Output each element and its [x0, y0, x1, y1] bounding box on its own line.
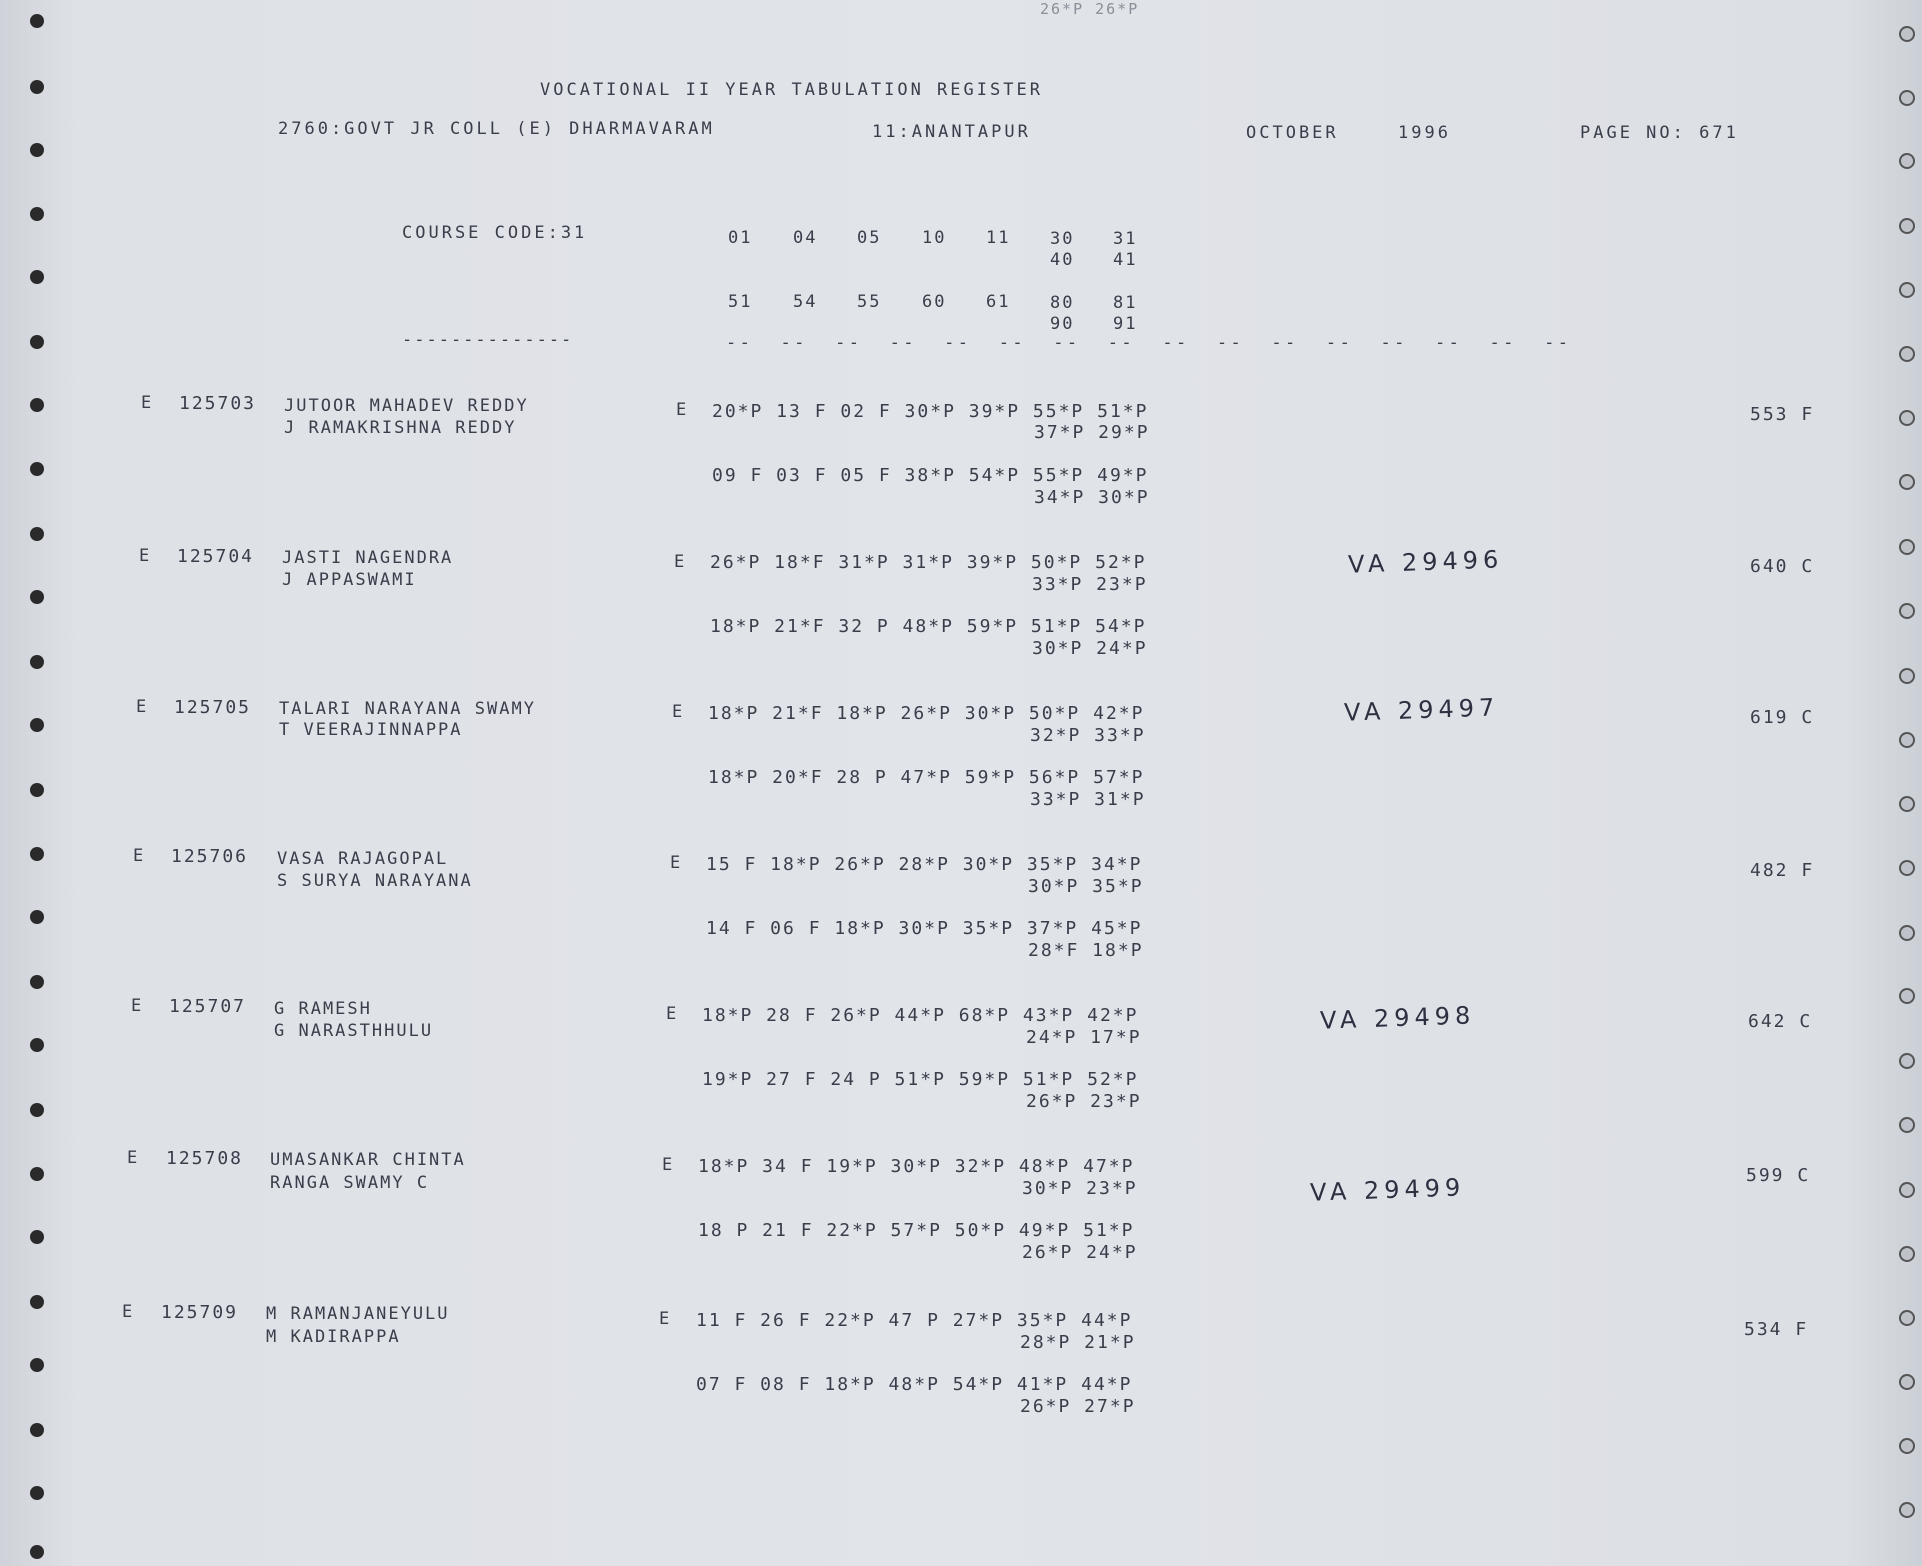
total-result: 599 C: [1746, 1165, 1811, 1186]
handwritten-note: VA 29496: [1347, 545, 1504, 579]
student-name: JUTOOR MAHADEV REDDY: [284, 396, 529, 416]
marks-row1: 20*P 13 F 02 F 30*P 39*P 55*P 51*P: [712, 401, 1149, 422]
feed-hole: [1899, 90, 1915, 106]
subject-code: 01: [728, 228, 753, 248]
row-marker: E: [672, 702, 685, 722]
marks-row2: 18*P 21*F 32 P 48*P 59*P 51*P 54*P: [710, 616, 1147, 637]
feed-hole: [30, 207, 44, 221]
feed-hole: [30, 527, 44, 541]
course-underline: --------------: [402, 330, 574, 350]
page-number: PAGE NO: 671: [1580, 123, 1739, 143]
row-marker: E: [674, 552, 687, 572]
marks-row1-sub: 33*P 23*P: [1032, 574, 1148, 595]
hall-ticket: 125708: [166, 1148, 244, 1169]
feed-hole: [1899, 410, 1915, 426]
feed-hole: [30, 1230, 44, 1244]
total-result: 642 C: [1748, 1011, 1813, 1032]
hall-ticket: 125706: [171, 846, 249, 867]
handwritten-note: VA 29499: [1309, 1173, 1466, 1207]
marks-row1-sub: 30*P 35*P: [1028, 876, 1144, 897]
feed-hole: [1899, 732, 1915, 748]
student-name: UMASANKAR CHINTA: [270, 1150, 466, 1170]
student-name: JASTI NAGENDRA: [282, 548, 454, 568]
total-result: 640 C: [1750, 556, 1815, 577]
feed-hole: [30, 1486, 44, 1500]
subject-code: 90: [1050, 314, 1075, 334]
feed-hole: [30, 783, 44, 797]
marks-row2-sub: 26*P 23*P: [1026, 1091, 1142, 1112]
feed-hole: [1899, 1053, 1915, 1069]
feed-hole: [30, 14, 44, 28]
subject-code: 40: [1050, 250, 1075, 270]
total-result: 619 C: [1750, 707, 1815, 728]
total-result: 534 F: [1744, 1319, 1809, 1340]
subject-code: 60: [922, 292, 947, 312]
hall-ticket: 125704: [177, 546, 255, 567]
feed-hole: [1899, 282, 1915, 298]
feed-hole: [30, 1103, 44, 1117]
marks-row1: 15 F 18*P 26*P 28*P 30*P 35*P 34*P: [706, 854, 1143, 875]
column-dashes: -- -- -- -- -- -- -- -- -- -- -- -- -- -- -- --: [726, 333, 1572, 353]
student-name: TALARI NARAYANA SWAMY: [279, 699, 536, 719]
exam-month: OCTOBER: [1246, 123, 1339, 143]
medium: E: [136, 697, 149, 717]
subject-code: 11: [986, 228, 1011, 248]
feed-hole: [1899, 860, 1915, 876]
total-result: 482 F: [1750, 860, 1815, 881]
feed-hole: [30, 910, 44, 924]
subject-code: 41: [1113, 250, 1138, 270]
feed-hole: [30, 847, 44, 861]
marks-row2: 14 F 06 F 18*P 30*P 35*P 37*P 45*P: [706, 918, 1143, 939]
hall-ticket: 125707: [169, 996, 247, 1017]
subject-code: 81: [1113, 293, 1138, 313]
feed-hole: [30, 143, 44, 157]
marks-row1-sub: 28*P 21*P: [1020, 1332, 1136, 1353]
marks-row2: 19*P 27 F 24 P 51*P 59*P 51*P 52*P: [702, 1069, 1139, 1090]
feed-hole: [30, 398, 44, 412]
feed-hole: [1899, 218, 1915, 234]
feed-hole: [30, 80, 44, 94]
hall-ticket: 125705: [174, 697, 252, 718]
faint-top-text: 26*P 26*P: [1040, 0, 1140, 18]
feed-hole: [1899, 1310, 1915, 1326]
register-title: VOCATIONAL II YEAR TABULATION REGISTER: [540, 80, 1043, 100]
row-marker: E: [670, 853, 683, 873]
feed-hole: [30, 1423, 44, 1437]
feed-hole: [1899, 668, 1915, 684]
medium: E: [131, 996, 144, 1016]
subject-code: 05: [857, 228, 882, 248]
subject-code: 31: [1113, 229, 1138, 249]
subject-code: 54: [793, 292, 818, 312]
feed-hole: [1899, 603, 1915, 619]
feed-hole: [1899, 988, 1915, 1004]
district-name: 11:ANANTAPUR: [872, 122, 1031, 142]
subject-code: 10: [922, 228, 947, 248]
feed-hole: [30, 1167, 44, 1181]
marks-row2-sub: 28*F 18*P: [1028, 940, 1144, 961]
feed-hole: [30, 1358, 44, 1372]
feed-hole: [1899, 1374, 1915, 1390]
marks-row1: 26*P 18*F 31*P 31*P 39*P 50*P 52*P: [710, 552, 1147, 573]
feed-hole: [30, 655, 44, 669]
feed-hole: [1899, 1117, 1915, 1133]
row-marker: E: [666, 1004, 679, 1024]
subject-code: 51: [728, 292, 753, 312]
marks-row2: 09 F 03 F 05 F 38*P 54*P 55*P 49*P: [712, 465, 1149, 486]
feed-hole: [30, 590, 44, 604]
father-name: S SURYA NARAYANA: [277, 871, 473, 891]
father-name: G NARASTHHULU: [274, 1021, 434, 1041]
subject-code: 80: [1050, 293, 1075, 313]
row-marker: E: [662, 1155, 675, 1175]
father-name: RANGA SWAMY C: [270, 1173, 430, 1193]
marks-row1: 18*P 28 F 26*P 44*P 68*P 43*P 42*P: [702, 1005, 1139, 1026]
feed-hole: [30, 1545, 44, 1559]
college-name: 2760:GOVT JR COLL (E) DHARMAVARAM: [278, 119, 715, 139]
student-name: M RAMANJANEYULU: [266, 1304, 450, 1324]
feed-hole: [30, 462, 44, 476]
marks-row2-sub: 34*P 30*P: [1034, 487, 1150, 508]
subject-code: 04: [793, 228, 818, 248]
student-name: VASA RAJAGOPAL: [277, 849, 449, 869]
father-name: J APPASWAMI: [282, 570, 417, 590]
medium: E: [122, 1302, 135, 1322]
feed-hole: [1899, 346, 1915, 362]
feed-hole: [30, 718, 44, 732]
marks-row2-sub: 26*P 27*P: [1020, 1396, 1136, 1417]
marks-row2-sub: 30*P 24*P: [1032, 638, 1148, 659]
feed-hole: [30, 335, 44, 349]
feed-hole: [1899, 153, 1915, 169]
marks-row2-sub: 33*P 31*P: [1030, 789, 1146, 810]
feed-hole: [30, 975, 44, 989]
exam-year: 1996: [1398, 123, 1451, 143]
father-name: T VEERAJINNAPPA: [279, 720, 463, 740]
father-name: J RAMAKRISHNA REDDY: [284, 418, 517, 438]
total-result: 553 F: [1750, 404, 1815, 425]
subject-code: 61: [986, 292, 1011, 312]
feed-hole: [1899, 1502, 1915, 1518]
medium: E: [133, 846, 146, 866]
feed-hole: [1899, 796, 1915, 812]
marks-row1: 18*P 21*F 18*P 26*P 30*P 50*P 42*P: [708, 703, 1145, 724]
handwritten-note: VA 29498: [1319, 1001, 1476, 1035]
marks-row2: 18 P 21 F 22*P 57*P 50*P 49*P 51*P: [698, 1220, 1135, 1241]
subject-code: 91: [1113, 314, 1138, 334]
subject-code: 30: [1050, 229, 1075, 249]
feed-hole: [1899, 474, 1915, 490]
marks-row1-sub: 24*P 17*P: [1026, 1027, 1142, 1048]
hall-ticket: 125709: [161, 1302, 239, 1323]
marks-row1-sub: 30*P 23*P: [1022, 1178, 1138, 1199]
marks-row1: 11 F 26 F 22*P 47 P 27*P 35*P 44*P: [696, 1310, 1133, 1331]
row-marker: E: [676, 400, 689, 420]
feed-hole: [1899, 925, 1915, 941]
feed-hole: [1899, 1246, 1915, 1262]
row-marker: E: [659, 1309, 672, 1329]
marks-row1: 18*P 34 F 19*P 30*P 32*P 48*P 47*P: [698, 1156, 1135, 1177]
feed-hole: [1899, 1182, 1915, 1198]
marks-row1-sub: 32*P 33*P: [1030, 725, 1146, 746]
father-name: M KADIRAPPA: [266, 1327, 401, 1347]
feed-hole: [1899, 539, 1915, 555]
subject-code: 55: [857, 292, 882, 312]
feed-hole: [30, 1295, 44, 1309]
medium: E: [139, 546, 152, 566]
feed-hole: [1899, 26, 1915, 42]
feed-hole: [30, 1038, 44, 1052]
marks-row2: 07 F 08 F 18*P 48*P 54*P 41*P 44*P: [696, 1374, 1133, 1395]
marks-row1-sub: 37*P 29*P: [1034, 422, 1150, 443]
feed-hole: [30, 270, 44, 284]
hall-ticket: 125703: [179, 393, 257, 414]
medium: E: [127, 1148, 140, 1168]
student-name: G RAMESH: [274, 999, 372, 1019]
marks-row2: 18*P 20*F 28 P 47*P 59*P 56*P 57*P: [708, 767, 1145, 788]
course-code: COURSE CODE:31: [402, 223, 588, 243]
handwritten-note: VA 29497: [1343, 693, 1500, 727]
marks-row2-sub: 26*P 24*P: [1022, 1242, 1138, 1263]
medium: E: [141, 393, 154, 413]
feed-hole: [1899, 1438, 1915, 1454]
